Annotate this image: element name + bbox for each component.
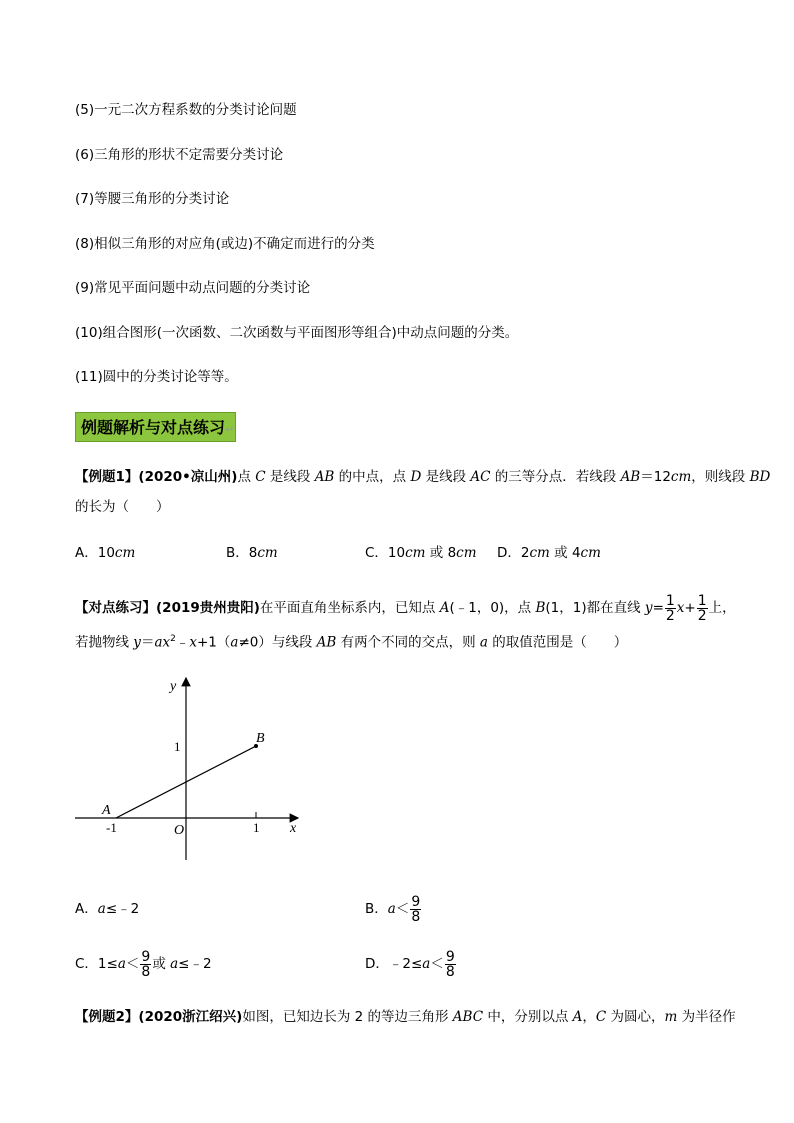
example2-source: (2020浙江绍兴)	[138, 1009, 243, 1025]
text: 有两个不同的交点，则	[336, 634, 480, 651]
example1-option-b[interactable]	[226, 543, 278, 563]
var-a: a	[422, 956, 431, 972]
var-AB: AB	[316, 634, 337, 651]
origin-label: O	[174, 823, 185, 838]
var-C: C	[255, 469, 266, 485]
list-item-5: (5)一元二次方程系数的分类讨论问题	[75, 102, 297, 118]
denominator: 8	[141, 963, 151, 980]
var-a: a	[230, 634, 239, 651]
unit-cm: cm	[529, 545, 550, 561]
denominator: 8	[411, 908, 421, 925]
list-item-10: (10)组合图形(一次函数、二次函数与平面图形等组合)中动点问题的分类。	[75, 325, 519, 341]
practice-tag: 【对点练习】	[75, 600, 156, 616]
example1-line1	[75, 467, 770, 487]
var-x: x	[676, 600, 685, 616]
example1-option-d[interactable]	[497, 543, 601, 563]
x-tick-label-neg: -1	[106, 820, 117, 835]
text: ﹣	[175, 634, 190, 651]
option-label: A．10	[75, 545, 115, 561]
var-A: A	[572, 1009, 583, 1025]
text: =	[652, 600, 664, 616]
fraction	[445, 950, 456, 979]
text: 的中点，点	[334, 469, 411, 485]
numerator: 9	[445, 948, 455, 965]
numerator: 1	[697, 592, 707, 609]
var-AB: AB	[620, 469, 641, 485]
practice-line2	[75, 629, 627, 653]
text: ＜	[395, 901, 410, 917]
practice-source: (2019贵州贵阳)	[156, 600, 260, 616]
text: ＝	[140, 634, 155, 651]
unit-cm: cm	[405, 545, 426, 561]
list-item-6: (6)三角形的形状不定需要分类讨论	[75, 147, 284, 163]
section-banner	[75, 412, 236, 442]
list-item-7: (7)等腰三角形的分类讨论	[75, 191, 230, 207]
numerator: 9	[141, 948, 151, 965]
example1-option-a[interactable]	[75, 543, 135, 563]
point-B-label: B	[256, 731, 265, 746]
example2-tag: 【例题2】	[75, 1009, 139, 1025]
unit-cm: cm	[670, 469, 692, 485]
numerator: 1	[665, 592, 675, 609]
var-BD: BD	[749, 469, 771, 485]
list-item-8: (8)相似三角形的对应角(或边)不确定而进行的分类	[75, 236, 375, 252]
text: 为圆心，	[606, 1009, 665, 1025]
text: 或 8	[425, 545, 457, 561]
practice-line1	[75, 591, 736, 625]
var-D: D	[410, 469, 422, 485]
unit-cm: cm	[456, 545, 477, 561]
numerator: 9	[411, 893, 421, 910]
practice-option-a[interactable]	[75, 899, 139, 919]
practice-option-d[interactable]	[365, 947, 457, 981]
example1-option-c[interactable]	[365, 543, 477, 563]
unit-cm: cm	[114, 545, 136, 561]
option-label: B．	[365, 901, 388, 917]
text: ≠0）与线段	[238, 634, 317, 651]
fraction	[665, 594, 676, 623]
var-a: a	[117, 956, 126, 972]
text: 点	[237, 469, 256, 485]
text: 若抛物线	[75, 634, 134, 651]
denominator: 8	[445, 963, 455, 980]
text: 的三等分点．若线段	[490, 469, 621, 485]
var-y: y	[644, 600, 653, 616]
option-label: D．﹣2≤	[365, 956, 423, 972]
x-axis-label: x	[290, 821, 297, 836]
practice-option-c[interactable]	[75, 947, 212, 981]
text: 或	[152, 956, 171, 972]
var-a: a	[387, 901, 396, 917]
text: ，则线段	[691, 469, 750, 485]
text: ＝12	[640, 469, 671, 485]
y-axis-label: y	[170, 679, 177, 694]
var-m: m	[664, 1009, 678, 1025]
option-label: A．	[75, 901, 98, 917]
var-AB: AB	[314, 469, 335, 485]
text: 在平面直角坐标系内，已知点	[259, 600, 440, 616]
text: 中，分别以点	[483, 1009, 573, 1025]
text: 或 4	[549, 545, 581, 561]
option-label: D．2	[497, 545, 530, 561]
paragraph-mark-icon: ↵	[225, 423, 235, 436]
list-item-11: (11)圆中的分类讨论等等。	[75, 369, 238, 385]
text: 是线段	[421, 469, 471, 485]
var-ax: ax	[154, 634, 171, 651]
example2-line1	[75, 1007, 736, 1027]
superscript: 2	[170, 634, 176, 644]
fraction	[410, 895, 421, 924]
var-y: y	[133, 634, 141, 651]
var-a: a	[170, 956, 179, 972]
text: 是线段	[265, 469, 315, 485]
text: (1，1)都在直线	[545, 600, 645, 616]
practice-option-b[interactable]	[365, 892, 422, 926]
option-label: B．8	[226, 545, 258, 561]
var-a: a	[479, 634, 488, 651]
text: ＜	[430, 956, 444, 972]
var-a: a	[97, 901, 106, 917]
list-item-9: (9)常见平面问题中动点问题的分类讨论	[75, 280, 311, 296]
text: ≤﹣2	[105, 901, 140, 917]
unit-cm: cm	[257, 545, 278, 561]
var-AC: AC	[470, 469, 491, 485]
text: ≤﹣2	[178, 956, 212, 972]
var-A: A	[439, 600, 450, 616]
var-C: C	[595, 1009, 607, 1025]
fraction	[140, 950, 151, 979]
text: +	[684, 600, 696, 616]
unit-cm: cm	[580, 545, 601, 561]
coordinate-graph	[70, 672, 310, 872]
denominator: 2	[665, 607, 675, 624]
y-tick-label: 1	[174, 739, 181, 754]
example1-source: (2020•凉山州)	[138, 469, 238, 485]
text: 如图，已知边长为 2 的等边三角形	[242, 1009, 453, 1025]
text: ＜	[125, 956, 140, 972]
text: 为半径作	[677, 1009, 736, 1025]
text: (﹣1，0)，点	[449, 600, 536, 616]
text: 的取值范围是（ ）	[487, 634, 628, 651]
example1-tag: 【例题1】	[75, 469, 139, 485]
option-label: C．10	[365, 545, 406, 561]
var-B: B	[535, 600, 546, 616]
text: 上，	[708, 600, 736, 616]
option-label: C．1≤	[75, 956, 118, 972]
text: ，	[582, 1009, 596, 1025]
section-banner-label: 例题解析与对点练习	[81, 418, 226, 437]
fraction	[697, 594, 708, 623]
example1-line2: 的长为（ ）	[75, 499, 170, 515]
var-ABC: ABC	[452, 1009, 484, 1025]
point-A-label: A	[102, 803, 111, 818]
var-x: x	[189, 634, 197, 651]
x-tick-label-pos: 1	[253, 820, 260, 835]
text: +1（	[196, 634, 231, 651]
denominator: 2	[697, 607, 707, 624]
